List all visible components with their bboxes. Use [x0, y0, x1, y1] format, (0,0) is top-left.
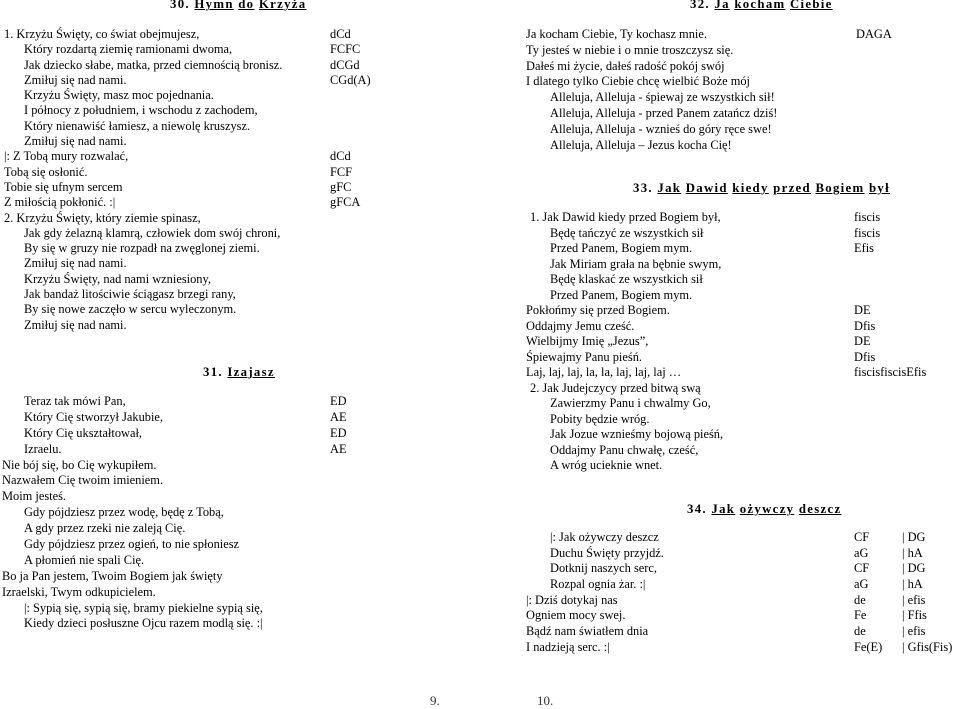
chord: AE — [330, 409, 347, 424]
chord: gFC — [330, 179, 352, 194]
chord: fiscis — [854, 210, 881, 224]
lyric-line — [0, 489, 470, 505]
lyric-text: Laj, laj, laj, la, la, laj, laj, laj … — [526, 365, 682, 379]
page-number-right: 10. — [537, 693, 554, 708]
lyric-line — [0, 256, 470, 271]
lyric-text: Krzyżu Święty, masz moc pojednania. — [24, 88, 214, 103]
lyric-text: Przed Panem, Bogiem mym. — [550, 287, 693, 302]
lyric-line — [0, 134, 470, 149]
lyric-line — [526, 546, 956, 562]
title-word: Dawid — [685, 181, 728, 195]
lyric-line — [526, 561, 956, 577]
lyric-line — [526, 138, 956, 154]
lyric-text: Teraz tak mówi Pan, — [24, 394, 126, 408]
chord-alt: | DG — [902, 561, 926, 576]
lyric-line — [526, 427, 956, 443]
lyric-text: Jak dziecko słabe, matka, przed ciemnością bronisz. — [24, 57, 283, 72]
chord: dCd — [330, 27, 351, 41]
song-31-title — [203, 365, 275, 380]
lyric-text: Jak bandaż litościwie ściągasz brzegi rany, — [24, 287, 236, 302]
chord: de — [854, 592, 866, 607]
lyric-line — [526, 458, 956, 474]
lyric-text: Który Cię stworzył Jakubie, — [24, 409, 164, 424]
chord: CF — [854, 530, 870, 544]
lyric-line — [526, 365, 956, 381]
chord: ED — [330, 394, 347, 408]
chord-alt: | hA — [902, 545, 923, 560]
chord-alt: | hA — [902, 577, 923, 592]
lyric-text: A płomień nie spali Cię. — [24, 552, 145, 567]
lyric-text: Śpiewajmy Panu pieśń. — [526, 349, 642, 364]
lyric-line — [526, 27, 956, 43]
lyric-line — [0, 426, 470, 442]
lyric-text: Krzyżu Święty, nad nami wzniesiony, — [24, 271, 211, 286]
lyric-line — [526, 241, 956, 257]
lyric-line — [526, 257, 956, 273]
lyric-text: A gdy przez rzeki nie zaleją Cię. — [24, 521, 186, 536]
lyric-line — [0, 287, 470, 302]
lyric-line — [526, 334, 956, 350]
lyric-line — [0, 149, 470, 164]
lyric-text: Gdy pójdziesz przez ogień, to nie spłoniesz — [24, 537, 240, 552]
lyric-line — [0, 505, 470, 521]
lyric-line — [526, 288, 956, 304]
lyric-line — [526, 226, 956, 242]
chord: de — [854, 624, 866, 639]
lyric-line — [526, 319, 956, 335]
lyric-text: 1. Krzyżu Święty, co świat obejmujesz, — [4, 27, 200, 41]
lyric-text: 2. Jak Judejczycy przed bitwą swą — [530, 380, 701, 395]
song-33-lyrics — [526, 210, 956, 474]
lyric-text: Izraelu. — [24, 441, 62, 456]
lyric-line — [526, 210, 956, 226]
lyric-line — [526, 412, 956, 428]
chord: CF — [854, 561, 870, 576]
title-word: deszcz — [798, 502, 842, 516]
lyric-line — [0, 318, 470, 333]
lyric-text: Pokłońmy się przed Bogiem. — [526, 303, 670, 317]
lyric-line — [0, 394, 470, 410]
chord: aG — [854, 545, 869, 560]
chord: aG — [854, 577, 869, 592]
chord: DE — [854, 334, 871, 348]
title-word: Ciebie — [789, 0, 833, 11]
lyric-text: Alleluja, Alleluja – Jezus kocha Cię! — [550, 137, 732, 152]
song-32-lyrics — [526, 27, 956, 153]
song-number: 33. — [633, 181, 653, 195]
lyric-line — [526, 530, 956, 546]
lyric-line — [526, 43, 956, 59]
title-word: kocham — [734, 0, 786, 11]
lyric-text: |: Dziś dotykaj nas — [526, 592, 618, 607]
lyric-text: By się w gruzy nie rozpadł na zwęglonej ziemi. — [24, 241, 260, 256]
lyric-text: Który Cię ukształtował, — [24, 425, 143, 440]
lyric-text: Nie bój się, bo Cię wykupiłem. — [2, 457, 157, 472]
lyric-text: Bądź nam światłem dnia — [526, 624, 649, 639]
lyric-text: Alleluja, Alleluja - wznieś do góry ręce swe! — [550, 121, 772, 136]
lyric-line — [0, 165, 470, 180]
chord: dCd — [330, 149, 351, 164]
lyric-text: 2. Krzyżu Święty, który ziemie spinasz, — [4, 210, 201, 225]
chord-alt: | efis — [902, 592, 926, 607]
lyric-line — [0, 410, 470, 426]
title-word: przed — [773, 181, 811, 195]
lyric-line — [526, 350, 956, 366]
lyric-text: Ogniem mocy swej. — [526, 608, 626, 623]
lyric-line — [526, 90, 956, 106]
lyric-line — [526, 122, 956, 138]
title-word: Jak — [657, 181, 682, 195]
title-word: Krzyża — [258, 0, 307, 11]
lyric-line — [526, 381, 956, 397]
song-33-title — [633, 181, 890, 196]
lyric-line — [0, 27, 470, 42]
lyric-line — [0, 553, 470, 569]
lyric-text: Dotknij naszych serc, — [550, 561, 658, 576]
lyric-text: Który nienawiść łamiesz, a niewolę kruszysz. — [24, 118, 251, 133]
lyric-text: I dlatego tylko Ciebie chcę wielbić Boże mój — [526, 74, 750, 89]
lyric-text: Zmiłuj się nad nami. — [24, 317, 127, 332]
lyric-text: Tobie się ufnym sercem — [4, 179, 123, 194]
lyric-text: Który rozdartą ziemię ramionami dwoma, — [24, 42, 233, 57]
song-number: 34. — [687, 502, 707, 516]
title-word: Bogiem — [815, 181, 865, 195]
lyric-text: Moim jesteś. — [2, 489, 67, 504]
lyric-line — [0, 211, 470, 226]
lyric-text: |: Jak ożywczy deszcz — [550, 530, 659, 544]
lyric-line — [0, 119, 470, 134]
chord-alt: | Ffis — [902, 608, 927, 623]
lyric-text: Zawierzmy Panu i chwalmy Go, — [550, 396, 711, 410]
lyric-text: |: Sypią się, sypią się, bramy piekielne sypią się, — [24, 600, 263, 615]
lyric-line — [526, 59, 956, 75]
chord: FCF — [330, 164, 353, 179]
lyric-line — [0, 180, 470, 195]
chord: DAGA — [856, 27, 892, 41]
lyric-text: Pobity będzie wróg. — [550, 411, 650, 426]
lyric-line — [0, 458, 470, 474]
song-34-title — [687, 502, 841, 517]
lyric-line — [0, 585, 470, 601]
chord-alt: | Gfis(Fis) — [902, 639, 953, 654]
lyric-line — [0, 241, 470, 256]
lyric-text: Kiedy dzieci posłuszne Ojcu razem modlą się. :| — [24, 616, 263, 631]
chord: fiscis — [854, 225, 881, 240]
lyric-text: Zmiłuj się nad nami. — [24, 134, 127, 149]
title-word: był — [868, 181, 890, 195]
lyric-text: Nazwałem Cię twoim imieniem. — [2, 473, 164, 488]
lyric-text: Gdy pójdziesz przez wodę, będę z Tobą, — [24, 505, 224, 520]
lyric-line — [0, 88, 470, 103]
page-number-left: 9. — [430, 693, 440, 708]
chord: DE — [854, 303, 871, 317]
song-number: 30. — [170, 0, 190, 11]
lyric-text: I północy z południem, i wschodu z zachodem, — [24, 103, 258, 118]
lyric-text: Duchu Święty przyjdź. — [550, 545, 664, 560]
lyric-text: Jak gdy żelazną klamrą, człowiek dom swój chroni, — [24, 225, 281, 240]
title-word: Ja — [714, 0, 730, 11]
lyric-line — [0, 195, 470, 210]
chord: Efis — [854, 241, 874, 255]
lyric-text: Będę klaskać ze wszystkich sił — [550, 272, 703, 286]
lyric-line — [0, 616, 470, 632]
title-word: Izajasz — [227, 365, 275, 379]
chord: ED — [330, 425, 347, 440]
song-30-title — [170, 0, 306, 12]
lyric-text: I nadzieją serc. :| — [526, 639, 610, 654]
lyric-line — [0, 601, 470, 617]
lyric-line — [526, 272, 956, 288]
chord-alt: | DG — [902, 530, 926, 544]
lyric-line — [526, 396, 956, 412]
song-number: 31. — [203, 365, 223, 379]
lyric-line — [526, 624, 956, 640]
lyric-line — [0, 473, 470, 489]
lyric-text: Ty jesteś w niebie i o mnie troszczysz się. — [526, 42, 734, 57]
chord: AE — [330, 441, 347, 456]
lyric-text: A wróg ucieknie wnet. — [550, 458, 663, 472]
song-30-lyrics — [0, 27, 470, 333]
lyric-text: Przed Panem, Bogiem mym. — [550, 241, 693, 255]
lyric-text: Rozpal ognia żar. :| — [550, 577, 646, 592]
lyric-line — [526, 106, 956, 122]
song-32-title — [690, 0, 833, 12]
lyric-line — [0, 569, 470, 585]
lyric-text: Jak Jozue wznieśmy bojową pieśń, — [550, 427, 724, 441]
lyric-text: By się nowe zaczęło w sercu wyleczonym. — [24, 302, 237, 317]
lyric-text: Ja kocham Ciebie, Ty kochasz mnie. — [526, 27, 707, 41]
title-word: Hymn — [194, 0, 234, 11]
chord: FCFC — [330, 42, 361, 57]
lyric-line — [0, 302, 470, 317]
lyric-line — [526, 640, 956, 656]
lyric-text: Dałeś mi życie, dałeś radość pokój swój — [526, 58, 725, 73]
lyric-line — [0, 73, 470, 88]
lyric-text: 1. Jak Dawid kiedy przed Bogiem był, — [530, 210, 721, 224]
song-34-lyrics — [526, 530, 956, 656]
title-word: kiedy — [732, 181, 769, 195]
lyric-text: Wielbijmy Imię „Jezus”, — [526, 334, 649, 348]
chord: fiscisfiscisEfis — [854, 365, 927, 379]
lyric-text: Z miłością pokłonić. :| — [4, 195, 116, 210]
chord: dCGd — [330, 57, 360, 72]
chord: Fe — [854, 608, 867, 623]
chord: CGd(A) — [330, 72, 371, 87]
title-word: Jak — [711, 502, 736, 516]
lyric-line — [0, 58, 470, 73]
chord: gFCA — [330, 195, 361, 210]
lyric-text: Jak Miriam grała na bębnie swym, — [550, 256, 722, 271]
lyric-text: Zmiłuj się nad nami. — [24, 72, 127, 87]
title-word: do — [238, 0, 255, 11]
lyric-line — [0, 103, 470, 118]
lyric-line — [0, 537, 470, 553]
chord: Dfis — [854, 318, 876, 333]
lyric-text: Bo ja Pan jestem, Twoim Bogiem jak święty — [2, 568, 223, 583]
title-word: ożywczy — [739, 502, 795, 516]
lyric-text: Alleluja, Alleluja - śpiewaj ze wszystkich sił! — [550, 90, 775, 105]
lyric-line — [526, 443, 956, 459]
chord-alt: | efis — [902, 624, 926, 639]
lyric-line — [0, 272, 470, 287]
lyric-line — [526, 577, 956, 593]
lyric-text: Oddajmy Panu chwałę, cześć, — [550, 442, 699, 457]
song-number: 32. — [690, 0, 710, 11]
lyric-line — [0, 442, 470, 458]
chord: Fe(E) — [854, 639, 883, 654]
song-31-lyrics — [0, 394, 470, 632]
lyric-text: |: Z Tobą mury rozwalać, — [4, 149, 129, 164]
lyric-text: Oddajmy Jemu cześć. — [526, 318, 635, 333]
lyric-line — [0, 42, 470, 57]
lyric-text: Izraelski, Twym odkupicielem. — [2, 584, 156, 599]
lyric-line — [0, 226, 470, 241]
chord: Dfis — [854, 349, 876, 364]
lyric-text: Będę tańczyć ze wszystkich sił — [550, 225, 704, 240]
lyric-text: Alleluja, Alleluja - przed Panem zatańcz dziś! — [550, 105, 778, 120]
lyric-line — [526, 74, 956, 90]
lyric-line — [526, 593, 956, 609]
lyric-line — [0, 521, 470, 537]
lyric-line — [526, 608, 956, 624]
lyric-line — [526, 303, 956, 319]
lyric-text: Zmiłuj się nad nami. — [24, 256, 127, 271]
lyric-text: Tobą się osłonić. — [4, 164, 88, 179]
